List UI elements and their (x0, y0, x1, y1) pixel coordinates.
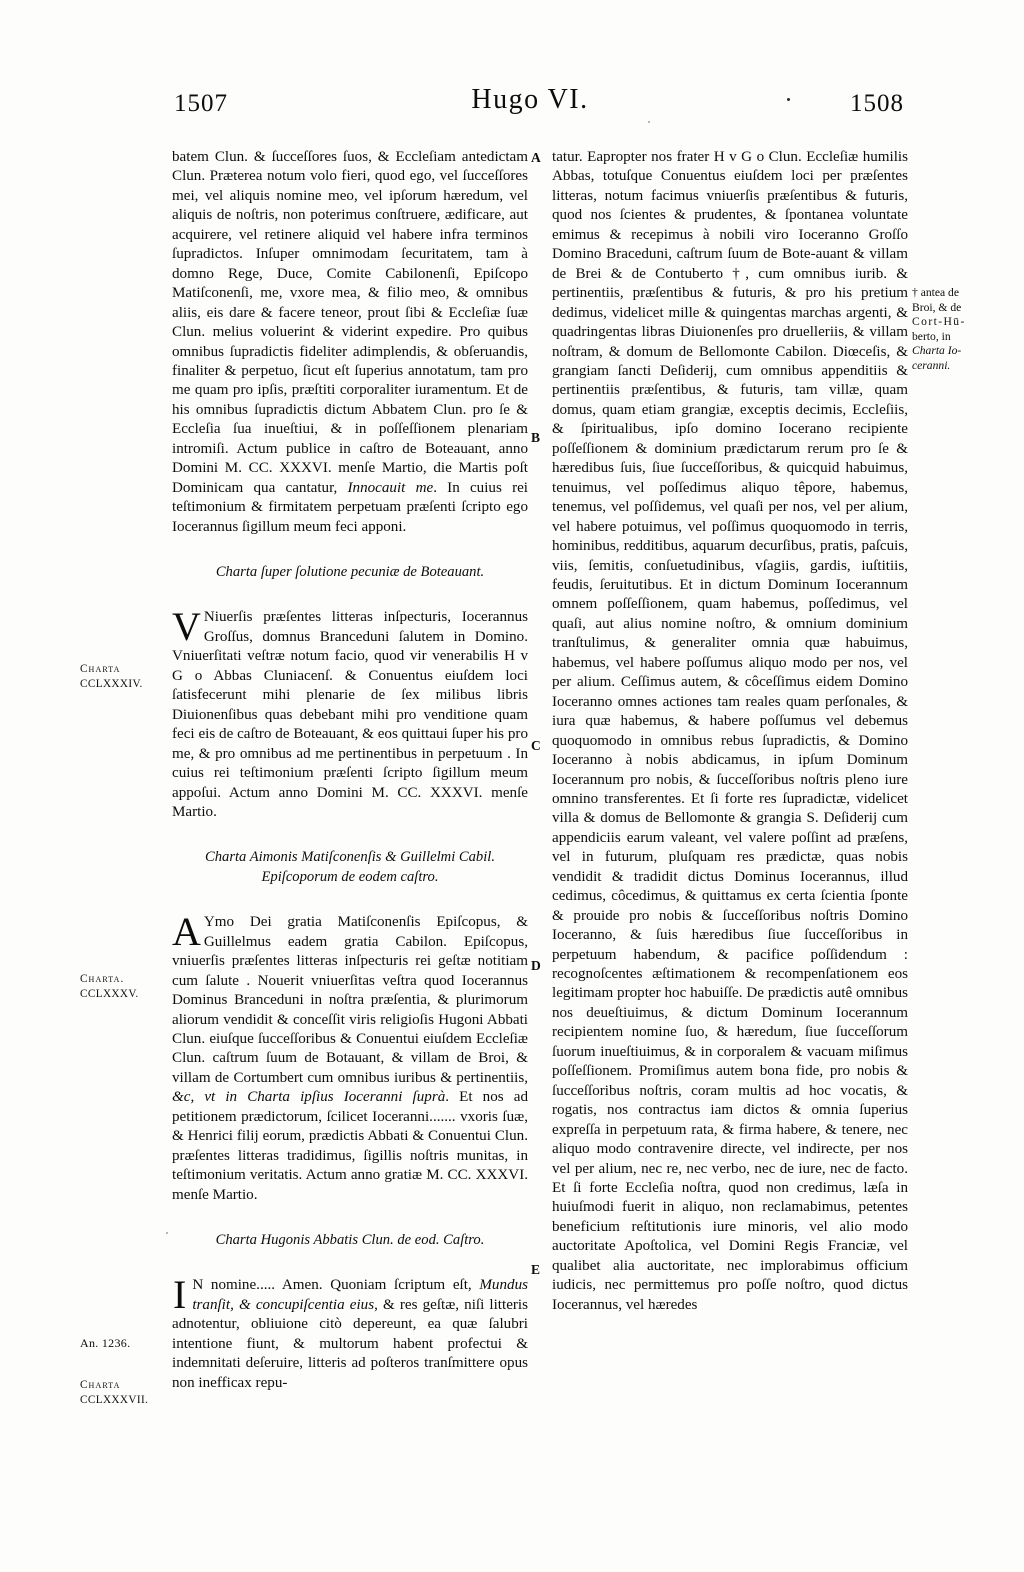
paragraph-continued (172, 148, 528, 537)
charter-284-text: Niuerſis præſentes litteras inſpecturis, Iocerannus Groſſus, domnus Branceduni ſalutem in Domino. Vniuerſitati veſtræ notum facio, quod vir venerabilis H v G o Abbas Cluniacenſ. & Conuentus eiuſdem loci ſatisfecerunt mihi plenarie de ſex milibus libris Diuionenſibus quas debebant mihi pro venditione quam feci eis de caſtro de Boteauant, & eos quittaui ſuper his pro me, & pro omnibus ad me pertinentibus in perpetuum . In cuius rei teſtimonium præſenti ſcripto ſigillum meum appoſui. Actum anno Domini M. CC. XXXVI. menſe Martio. (172, 609, 528, 820)
drop-cap-a: A (172, 909, 201, 955)
ink-speck (648, 121, 650, 123)
spacer (172, 537, 528, 563)
charter-287-body (172, 1272, 528, 1393)
footnote-line-5: Charta Io- (912, 344, 962, 358)
marginal-footnote (912, 286, 1016, 374)
folio-number-left: 1507 (174, 90, 228, 117)
charter-285-text-a: Ymo Dei gratia Matiſconenſis Epiſcopus, & Guillelmus eadem gratia Cabilon. Epiſcopus, vniuerſis præſentes litteras inſpecturis rei geſtæ notitiam cum ſalute . Nouerit vniuerſitas veſtra quod Iocerannus Dominus Branceduni in noſtra præſentia, & plurimorum aliorum vendidit & conceſſit viris religioſis Hugoni Abbati Clun. eiuſque ſucceſſoribus & Conuentui eiuſdem Eccleſiæ Clun. caſtrum ſuum de Botauant, & villam de Broi, & villam de Cortumbert cum omnibus iuribus & pertinentiis, (172, 914, 528, 1086)
charter-caption-1: Charta ſuper ſolutione pecuniæ de Boteauant. (215, 564, 485, 581)
charter-285-cross-reference: &c, vt in Charta ipſius Ioceranni ſuprà (172, 1089, 446, 1106)
ink-speck (787, 98, 790, 101)
year-label: An. 1236. (80, 1336, 131, 1350)
charter-287-text-b: , & res geſtæ, niſi litteris adnotentur, obliuione citò depereunt, ea quæ ſalubri intentione fiunt, & multorum habent profectui & indemnitati deſeruire, litteris ad poſteros tranſmittere opus non inefficax repu- (172, 1296, 528, 1391)
paragraph-continued-tail: . In cuius rei teſtimonium & firmitatem perpetuam præſenti ſcripto ego Iocerannus ſigillum meum feci apponi. (172, 479, 528, 535)
page-title: Hugo VI. (471, 84, 589, 115)
charter-286-body: tatur. Eapropter nos frater H v G o Clun. Eccleſiæ humilis Abbas, totuſque Conuentus eiuſdem loci per præſentes litteras, notum facimus vniuerſis præſentibus & futuris, quod nos ſcientes & prudentes, & ſpontanea voluntate emimus & recepimus à nobili viro Ioceranno Groſſo Domino Braceduni, caſtrum ſuum de Bote-auant & villam de Brei & de Contuberto †, cum omnibus iurib. & pertinentiis, præſentibus & futuris, & pro his pretium dedimus, videlicet mille & quingentas marchas argenti, & quadringentas libras Diuionenſes pro druelleriis, & villam noſtram, & domum de Bellomonte Cabilon. Diœceſis, & grangiam ſancti Deſiderij, cum omnibus appenditiis & pertinentiis præſentibus, & futuris, tam villæ, quam domus, quam etiam grangiæ, exceptis decimis, Eccleſiis, & ſpiritualibus, ipſo domino Iocerano recipiente poſſeſſionem & dominium prædictarum rerum pro ſe & hæredibus ſuis, ſiue ſucceſſoribus, & quicquid habuimus, tenuimus, vel poſſedimus aliquo têpore, habemus, tenemus, vel poſſidemus, vel quaſi per nos, vel per alium, vel habere potuimus, vel poſſimus quoquomodo in terris, hominibus, redditibus, aquarum decurſibus, pratis, paſcuis, viis, ſemitis, conſuetudinibus, vſagiis, gardis, iuſtitiis, feudis, ſeruitutibus. Et in dictum Dominum Iocerannum omnem poſſeſſionem, quam habemus, poſſedimus, vel quaſi, aut alius nomine noſtro, & omnium dominium tranſtulimus, & generaliter omnia quæ habuimus, habemus, vel habere poſſumus aliquo modo per nos, vel per alium. Ceſſimus autem, & côceſſimus eidem Domino Ioceranno omnes actiones tam reales quam perſonales, & iura quæ habemus, & habere poſſumus vel debemus quoquomodo in omnibus rebus ſupradictis, & Domino Ioceranno à nobis abdicamus, in ipſum Dominum Iocerannum pro nobis, & ſucceſſoribus noſtris pleno iure omnino transferentes. Et ſi forte res ſupradictæ, videlicet villa & domus de Bellomonte & grangia S. Deſiderij cum appendiciis earum valeant, vel valere poſſint ad præſens, vel in futurum, pluſquam res prædictæ, quas nobis vendidit & tradidit dictus Dominus Iocerannus, illud cedimus, côcedimus, & quittamus ex certa ſcientia ſponte & prouide pro nobis & ſucceſſoribus noſtris Domino Ioceranno, & ſuis hæredibus ſiue ſucceſſoribus in perpetuum habendum, & pacifice poſſidendum : recognoſcentes æſtimationem & recompenſationem eos legitimam propter hoc habuiſſe. De prædictis autê omnibus nos deueſtiuimus, & dictum Dominum Iocerannum recipientem nomine ſuo, & hæredum, ſiue ſucceſſorum ſuorum inueſtiuimus, & in corporalem & vacuam miſimus poſſeſſionem. Promiſimus autem bona fide, pro nobis & ſucceſſoribus noſtris, coram multis ad hoc vocatis, & rogatis, nos contractus iam dictos & omnia ſuperius expreſſa in perpetuum rata, & firma habere, & tenere, nec aliquo modo contravenire directe, vel indirecte, per nos vel per alium, nec re, nec verbo, nec de iure, nec de facto. Et ſi forte Eccleſia noſtra, quod non credimus, læſa in huiuſmodi fuerit in aliquo, non reclamabimus, petentes beneficium reſtitutionis iure minoris, vel alio modo auctoritate Apoſtolica, vel Domini Regis Franciæ, vel qualibet alia auctoritate, nec implorabimus officium iudicis, nec permittemus pro poſſe noſtro, quod dictus Iocerannus, vel hæredes (552, 149, 908, 1313)
charta-label: Charta (80, 663, 121, 675)
charter-285-text-b: . Et nos ad petitionem prædictorum, ſcilicet Ioceranni....... vxoris ſuæ, & Henrici filij eorum, prædictis Abbati & Conuentui Clun. præſentes litteras tradidimus, ſigillis noſtris munitas, in teſtimonium veritatis. Actum anno gratiæ M. CC. XXXVI. menſe Martio. (172, 1089, 528, 1203)
charter-287-scripture-quote: Mundus tranſit, & concupiſcentia eius (192, 1277, 528, 1313)
margin-charta-284 (80, 662, 172, 691)
charta-number: CCLXXXVII. (80, 1393, 149, 1406)
text-column-left (172, 148, 528, 1393)
section-marker-d: D (531, 958, 541, 973)
footnote-line-6: ceranni. (912, 358, 951, 372)
drop-cap-i: I (173, 1272, 187, 1318)
spacer (172, 1250, 528, 1276)
margin-year-note (80, 1336, 172, 1351)
charta-label: Charta. (80, 973, 125, 985)
charter-caption-2-line1: Charta Aimonis Matiſconenſis & Guillelmi Cabil. (205, 849, 495, 866)
charta-number: CCLXXXIV. (80, 677, 143, 690)
footnote-line-3: Cort-Hū- (912, 315, 966, 329)
paragraph-continued-text: batem Clun. & ſucceſſores ſuos, & Eccleſiam antedictam Clun. Præterea notum volo fieri, quod ego, vel ſucceſſores mei, vel aliquis nomine meo, vel ipſorum hæredum, vel aliquis de noſtris, non poterimus conſtruere, ædificare, aut acquirere, vel retinere aliquid vel habere infra terminos ſupradictos. Inſuper omnimodam ſecuritatem, tam à domno Rege, Duce, Comite Cabilonenſi, Epiſcopo Matiſconenſi, me, vxore mea, & filio meo, & omnibus aliis, eis dare & facere teneor, prout ſibi & Eccleſiæ ſuæ Clun. melius voluerint & viderint expedire. Pro quibus omnibus ſupradictis fideliter adimplendis, & obſeruandis, finaliter & perpetuo, ſicut eſt ſuperius annotatum, tam pro me quam pro ipſis, præſtiti corporaliter iuramentum. Et de his omnibus ſupradictis dictum Abbatem Clun. pro ſe & Eccleſia ſua inueſtiui, & in poſſeſſionem plenariam intromiſi. Actum publice in caſtro de Boteauant, anno Domini M. CC. XXXVI. menſe Martio, die Martis poſt Dominicam qua cantatur, (172, 149, 528, 496)
footnote-line-2: Broi, & de (912, 300, 962, 314)
spacer (172, 582, 528, 608)
margin-charta-287 (80, 1378, 172, 1407)
charter-caption-2-line2: Epiſcoporum de eodem caſtro. (261, 868, 439, 885)
drop-cap-v: V (172, 604, 201, 650)
charter-287-text-a: N nomine..... Amen. Quoniam ſcriptum eſt, (192, 1277, 480, 1294)
spacer (172, 887, 528, 913)
charta-number: CCLXXXV. (80, 987, 139, 1000)
section-marker-a: A (531, 150, 541, 165)
spacer (172, 1205, 528, 1231)
incipit-quote: Innocauit me (347, 479, 434, 496)
section-marker-b: B (531, 430, 541, 445)
section-marker-e: E (531, 1262, 541, 1277)
footnote-line-4: berto, in (912, 329, 951, 343)
ink-speck (166, 1232, 168, 1234)
folio-number-right: 1508 (850, 90, 904, 117)
running-head (150, 84, 910, 124)
section-marker-c: C (531, 738, 541, 753)
charta-label: Charta (80, 1379, 121, 1391)
spacer (172, 822, 528, 848)
charter-284-body (172, 604, 528, 822)
footnote-line-1: † antea de (912, 286, 959, 299)
charter-caption-3: Charta Hugonis Abbatis Clun. de eod. Caſtro. (215, 1232, 485, 1249)
margin-charta-285 (80, 972, 172, 1001)
text-column-right (552, 148, 908, 1315)
charter-285-body (172, 909, 528, 1205)
